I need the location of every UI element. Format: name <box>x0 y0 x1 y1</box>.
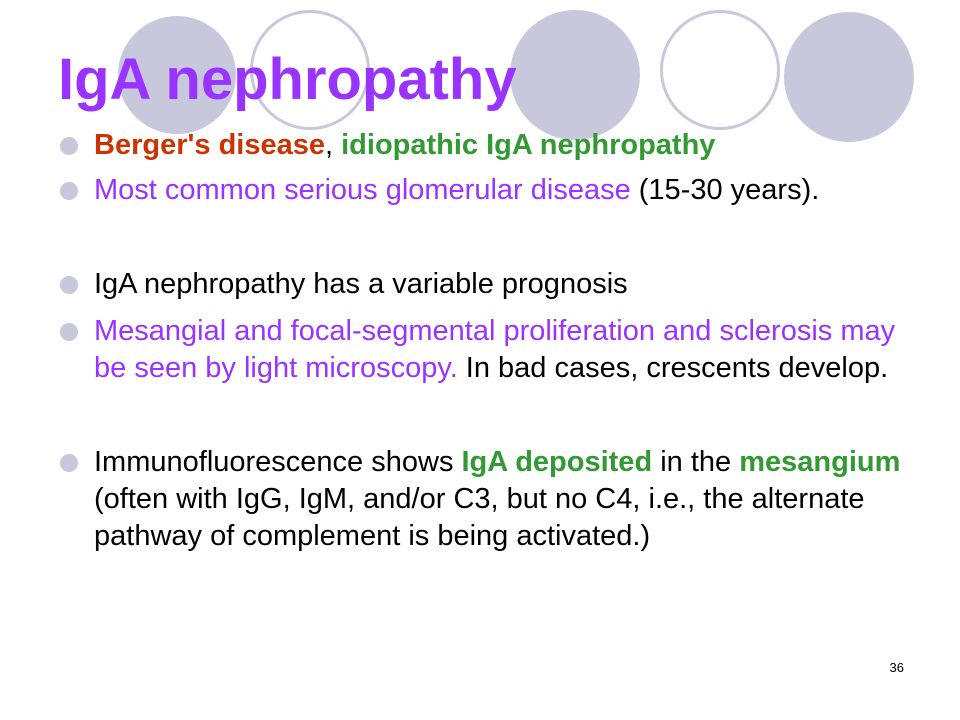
bullet-item <box>60 172 920 209</box>
bullet-segment: (often with IgG, IgM, and/or C3, but no C4, i.e., the alternate pathway of complement is being activated.) <box>94 483 865 552</box>
decorative-circle <box>510 10 640 140</box>
bullet-segment: in the <box>652 446 740 478</box>
bullet-item <box>60 444 920 555</box>
bullet-segment: Immunofluorescence shows <box>94 446 462 478</box>
bullet-segment: idiopathic IgA nephropathy <box>341 129 716 161</box>
slide-title: IgA nephropathy <box>58 47 517 112</box>
bullet-segment: Most common serious glomerular disease <box>94 174 631 206</box>
bullet-text <box>94 127 904 164</box>
bullet-dot-icon <box>60 276 78 294</box>
bullet-segment: mesangium <box>739 446 901 478</box>
bullet-text <box>94 172 904 209</box>
bullet-segment: Mesangial and focal-segmental proliferation and sclerosis may be seen by light microscopy. <box>94 315 896 384</box>
decorative-circle <box>784 12 914 142</box>
bullet-segment: , <box>324 129 342 161</box>
bullet-text <box>94 444 904 555</box>
bullet-item <box>60 266 920 303</box>
bullet-segment: IgA deposited <box>461 446 653 478</box>
bullet-segment: IgA nephropathy has a variable prognosis <box>94 268 628 300</box>
bullet-segment: (15-30 years). <box>630 174 820 206</box>
bullet-segment: Berger's disease <box>94 129 325 161</box>
decorative-circle <box>660 10 780 130</box>
bullet-item <box>60 313 920 387</box>
bullet-dot-icon <box>60 182 78 200</box>
bullet-text <box>94 313 904 387</box>
slide-number: 36 <box>889 660 904 675</box>
bullet-dot-icon <box>60 454 78 472</box>
bullet-segment: In bad cases, crescents develop. <box>457 352 889 384</box>
bullet-text <box>94 266 904 303</box>
bullet-item <box>60 127 920 164</box>
bullet-dot-icon <box>60 137 78 155</box>
bullet-dot-icon <box>60 323 78 341</box>
